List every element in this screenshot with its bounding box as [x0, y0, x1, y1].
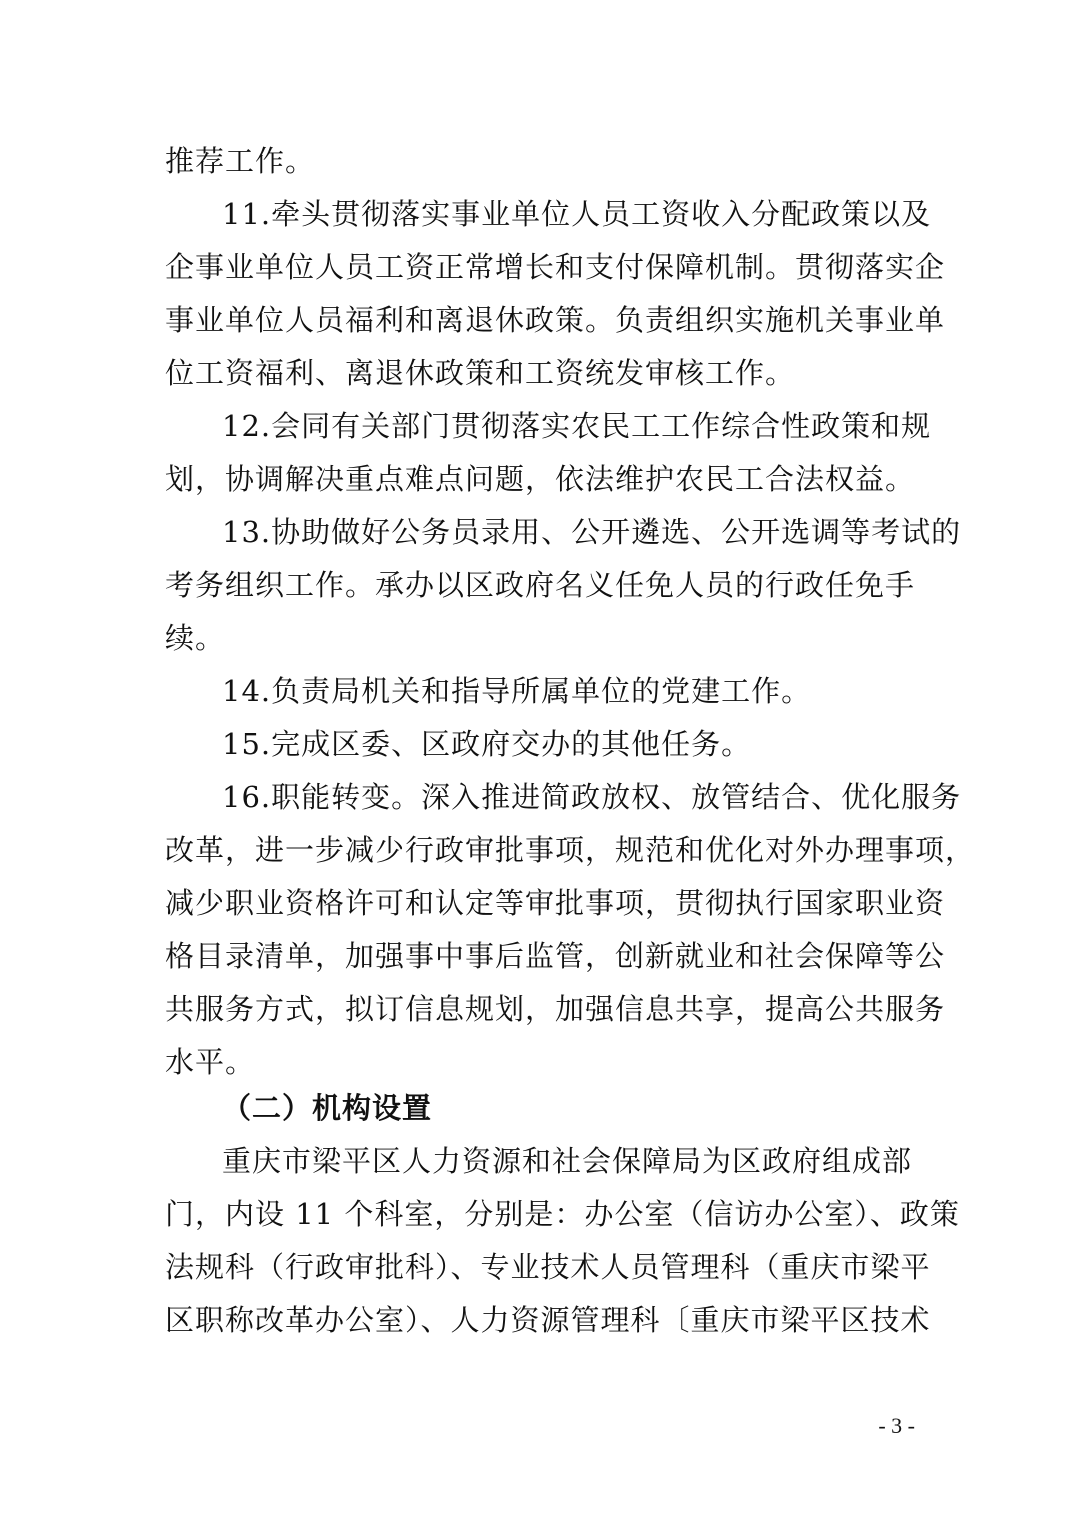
- text-line: 格目录清单，加强事中事后监管，创新就业和社会保障等公: [165, 939, 946, 973]
- text-line: 水平。: [165, 1045, 256, 1079]
- paragraph-14: 14.负责局机关和指导所属单位的党建工作。: [222, 674, 812, 708]
- text-line: 位工资福利、离退休政策和工资统发审核工作。: [165, 356, 796, 390]
- text-line: 续。: [165, 621, 226, 655]
- text-line: 企事业单位人员工资正常增长和支付保障机制。贯彻落实企: [165, 250, 946, 284]
- text-line: 区职称改革办公室）、人力资源管理科〔重庆市梁平区技术: [165, 1303, 931, 1337]
- text-line: 减少职业资格许可和认定等审批事项，贯彻执行国家职业资: [165, 886, 946, 920]
- paragraph-15: 15.完成区委、区政府交办的其他任务。: [222, 727, 752, 761]
- text-line: 门，内设 11 个科室，分别是：办公室（信访办公室）、政策: [165, 1197, 960, 1231]
- text-line: 改革，进一步减少行政审批事项，规范和优化对外办理事项，: [165, 833, 976, 867]
- paragraph-organization-start: 重庆市梁平区人力资源和社会保障局为区政府组成部: [222, 1144, 913, 1178]
- paragraph-11-start: 11.牵头贯彻落实事业单位人员工资收入分配政策以及: [222, 197, 932, 231]
- paragraph-12-start: 12.会同有关部门贯彻落实农民工工作综合性政策和规: [222, 409, 932, 443]
- paragraph-13-start: 13.协助做好公务员录用、公开遴选、公开选调等考试的: [222, 515, 962, 549]
- text-line: 共服务方式，拟订信息规划，加强信息共享，提高公共服务: [165, 992, 946, 1026]
- paragraph-16-start: 16.职能转变。深入推进简政放权、放管结合、优化服务: [222, 780, 962, 814]
- section-heading: （二）机构设置: [222, 1091, 433, 1125]
- text-line: 事业单位人员福利和离退休政策。负责组织实施机关事业单: [165, 303, 946, 337]
- text-line: 法规科（行政审批科）、专业技术人员管理科（重庆市梁平: [165, 1250, 931, 1284]
- text-line: 推荐工作。: [165, 144, 316, 178]
- page-number: - 3 -: [878, 1413, 915, 1438]
- text-line: 考务组织工作。承办以区政府名义任免人员的行政任免手: [165, 568, 916, 602]
- text-line: 划，协调解决重点难点问题，依法维护农民工合法权益。: [165, 462, 916, 496]
